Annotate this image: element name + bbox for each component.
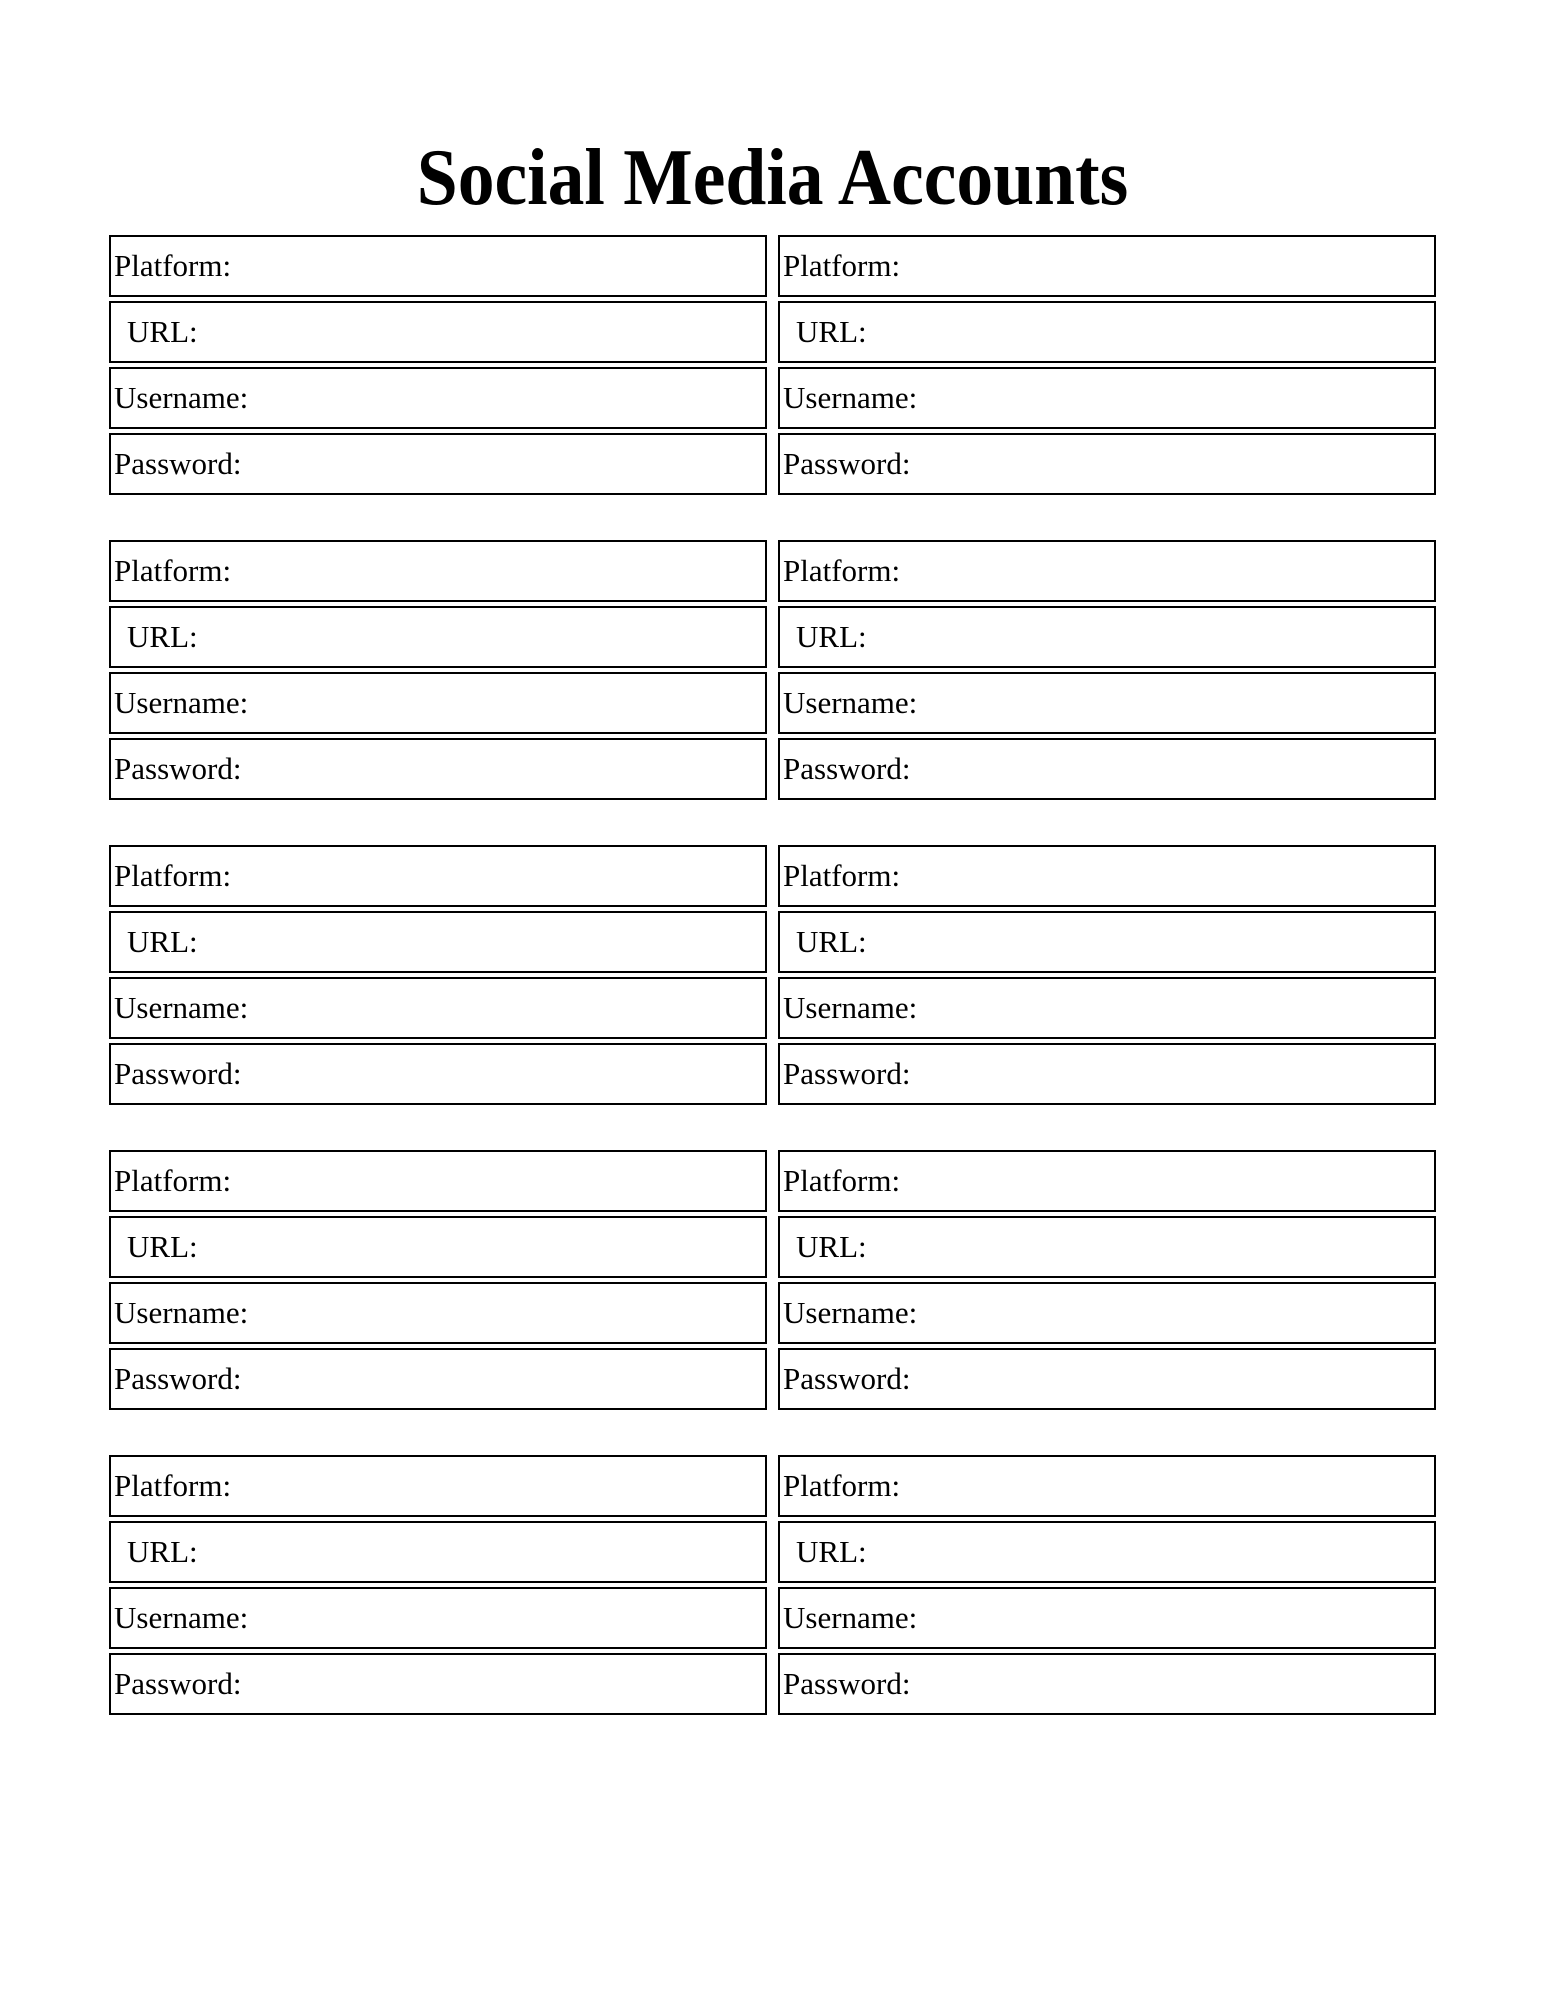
url-field[interactable] [778,301,1436,363]
platform-label: Platform: [114,1163,232,1198]
account-card-left [109,540,767,800]
platform-field[interactable] [109,1150,767,1212]
url-label: URL: [796,1534,867,1569]
platform-label: Platform: [783,858,901,893]
username-field[interactable] [778,367,1436,429]
url-field[interactable] [109,911,767,973]
platform-field[interactable] [778,1455,1436,1517]
url-field[interactable] [778,911,1436,973]
username-field[interactable] [778,672,1436,734]
url-label: URL: [796,619,867,654]
username-field[interactable] [109,977,767,1039]
platform-label: Platform: [114,553,232,588]
account-card-right [778,845,1436,1105]
password-label: Password: [783,751,911,786]
platform-label: Platform: [114,248,232,283]
account-card-right [778,540,1436,800]
password-field[interactable] [778,1348,1436,1410]
url-field[interactable] [778,606,1436,668]
platform-field[interactable] [109,1455,767,1517]
account-card-right [778,1455,1436,1715]
url-label: URL: [796,1229,867,1264]
username-label: Username: [114,380,249,415]
platform-field[interactable] [109,845,767,907]
url-label: URL: [127,314,198,349]
username-field[interactable] [778,1587,1436,1649]
account-card-left [109,1150,767,1410]
username-label: Username: [114,990,249,1025]
account-card-left [109,235,767,495]
platform-label: Platform: [783,553,901,588]
platform-field[interactable] [778,845,1436,907]
account-blocks-container [109,235,1436,1715]
password-field[interactable] [778,433,1436,495]
password-field[interactable] [109,1653,767,1715]
url-field[interactable] [778,1216,1436,1278]
platform-label: Platform: [114,858,232,893]
password-field[interactable] [109,1043,767,1105]
url-field[interactable] [109,606,767,668]
username-label: Username: [783,685,918,720]
platform-label: Platform: [114,1468,232,1503]
password-label: Password: [783,446,911,481]
password-field[interactable] [109,433,767,495]
username-label: Username: [114,685,249,720]
username-field[interactable] [109,1587,767,1649]
account-group [109,235,1436,495]
password-label: Password: [783,1056,911,1091]
url-label: URL: [127,924,198,959]
username-field[interactable] [109,1282,767,1344]
password-field[interactable] [778,1043,1436,1105]
url-field[interactable] [109,301,767,363]
password-field[interactable] [778,738,1436,800]
url-label: URL: [796,924,867,959]
password-label: Password: [114,1361,242,1396]
platform-field[interactable] [109,235,767,297]
account-card-left [109,845,767,1105]
account-card-left [109,1455,767,1715]
password-label: Password: [114,446,242,481]
account-group [109,845,1436,1105]
url-label: URL: [796,314,867,349]
url-label: URL: [127,1534,198,1569]
password-field[interactable] [109,1348,767,1410]
platform-label: Platform: [783,1163,901,1198]
platform-field[interactable] [778,1150,1436,1212]
platform-field[interactable] [778,540,1436,602]
password-field[interactable] [778,1653,1436,1715]
username-label: Username: [783,990,918,1025]
username-field[interactable] [109,672,767,734]
password-field[interactable] [109,738,767,800]
account-card-right [778,1150,1436,1410]
username-label: Username: [783,380,918,415]
username-label: Username: [783,1600,918,1635]
username-field[interactable] [109,367,767,429]
username-field[interactable] [778,1282,1436,1344]
url-field[interactable] [109,1216,767,1278]
password-label: Password: [783,1361,911,1396]
account-group [109,1455,1436,1715]
platform-field[interactable] [778,235,1436,297]
password-label: Password: [783,1666,911,1701]
url-field[interactable] [778,1521,1436,1583]
username-field[interactable] [778,977,1436,1039]
password-label: Password: [114,1056,242,1091]
page-title: Social Media Accounts [416,133,1129,222]
url-field[interactable] [109,1521,767,1583]
username-label: Username: [783,1295,918,1330]
username-label: Username: [114,1600,249,1635]
account-group [109,540,1436,800]
url-label: URL: [127,619,198,654]
platform-field[interactable] [109,540,767,602]
url-label: URL: [127,1229,198,1264]
account-card-right [778,235,1436,495]
password-label: Password: [114,751,242,786]
username-label: Username: [114,1295,249,1330]
password-label: Password: [114,1666,242,1701]
platform-label: Platform: [783,248,901,283]
account-group [109,1150,1436,1410]
platform-label: Platform: [783,1468,901,1503]
